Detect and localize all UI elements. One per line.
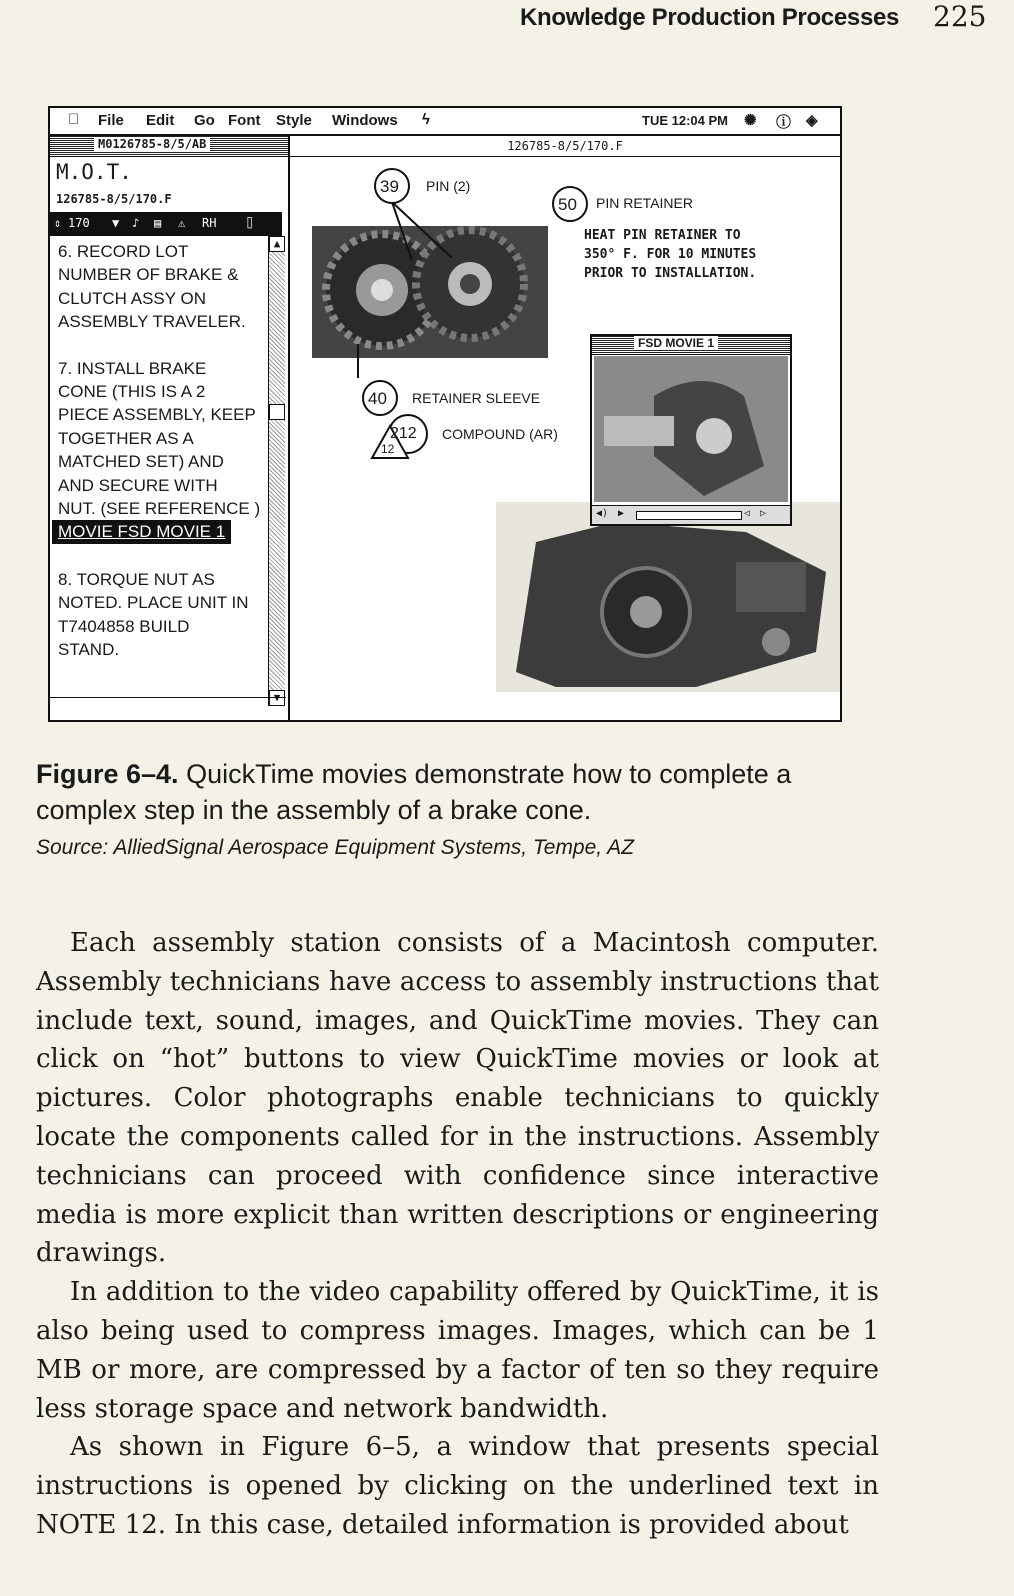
step-8: 8. TORQUE NUT AS NOTED. PLACE UNIT IN T7404858 BUILD STAND. — [58, 569, 249, 660]
camera-icon[interactable]: ⌷ — [246, 216, 254, 230]
menu-edit[interactable]: Edit — [146, 112, 175, 129]
step-6: 6. RECORD LOT NUMBER OF BRAKE & CLUTCH ASSY ON ASSEMBLY TRAVELER. — [58, 242, 246, 332]
callout-number-39: 39 — [380, 177, 399, 196]
step-back-icon[interactable]: ◁ — [744, 508, 751, 519]
callout-number-212: 212 — [390, 425, 417, 442]
brake-assembly-photo — [496, 502, 840, 692]
callout-number-50: 50 — [558, 195, 577, 214]
movie-window[interactable] — [590, 334, 792, 526]
figure-source: Source: AlliedSignal Aerospace Equipment Systems, Tempe, AZ — [36, 836, 635, 859]
page-number: 225 — [933, 0, 987, 33]
callout-number-12: 12 — [381, 442, 395, 456]
play-icon[interactable]: ▶ — [618, 508, 625, 519]
mot-subtitle: 126785-8/5/170.F — [56, 192, 172, 206]
warning-icon[interactable]: ⚠ — [178, 216, 186, 230]
figure-caption — [36, 756, 886, 828]
callout-label-212: COMPOUND (AR) — [442, 426, 558, 442]
menu-go[interactable]: Go — [194, 112, 215, 129]
menu-style[interactable]: Style — [276, 112, 312, 129]
document-icon[interactable]: ▤ — [154, 216, 162, 230]
diagram-window-title[interactable]: 126785-8/5/170.F — [290, 136, 840, 157]
volume-icon[interactable]: ◀) — [596, 508, 609, 519]
instruction-window-title: M0126785-8/5/AB — [94, 137, 210, 151]
paragraph: Each assembly station consists of a Macintosh computer. Assembly technicians have access to assembly instructions that include text, sound, images, and QuickTime movies. They can click on “hot” buttons to view QuickTime movies or look at pictures. Color photographs enable technicians to quickly locate the components called for in the instructions. Assembly technicians can proceed with confidence since interactive media is more explicit than written descriptions or engineering drawings. — [36, 928, 879, 1269]
movie-frame-graphic — [594, 356, 788, 502]
body-text — [36, 924, 879, 1545]
step-number[interactable]: 170 — [68, 216, 90, 230]
callout-label-50: PIN RETAINER — [596, 195, 693, 211]
brake-photo-graphic — [496, 502, 840, 692]
scroll-up-icon[interactable]: ▲ — [269, 236, 285, 252]
sound-icon[interactable]: ♪ — [132, 216, 140, 230]
callout-number-40: 40 — [368, 389, 387, 408]
step-forward-icon[interactable]: ▷ — [760, 508, 767, 519]
figure-caption-text: QuickTime movies demonstrate how to complete a complex step in the assembly of a brake cone. — [36, 759, 792, 825]
movie-link[interactable]: MOVIE FSD MOVIE 1 — [52, 520, 231, 543]
movie-window-title: FSD MOVIE 1 — [634, 336, 718, 350]
help-icon[interactable]: ⓘ — [776, 114, 792, 131]
step-7: 7. INSTALL BRAKE CONE (THIS IS A 2 PIECE ASSEMBLY, KEEP TOGETHER AS A MATCHED SET) AND AND SECURE WITH NUT. (SEE REFERENCE ) — [58, 358, 261, 519]
figure-label: Figure 6–4. — [36, 759, 179, 789]
running-head: Knowledge Production Processes — [520, 4, 900, 31]
menu-file[interactable]: File — [98, 112, 124, 129]
menu-font[interactable]: Font — [228, 112, 261, 129]
stepper-icon[interactable]: ⇕ — [54, 216, 62, 230]
movie-frame[interactable] — [594, 356, 788, 502]
heat-note: HEAT PIN RETAINER TO 350° F. FOR 10 MINUTES PRIOR TO INSTALLATION. — [584, 228, 757, 281]
menu-clock: TUE 12:04 PM — [642, 113, 728, 128]
movie-progress-bar[interactable] — [636, 511, 742, 520]
app-menu-icon[interactable]: ✺ — [744, 112, 757, 129]
dropdown-icon[interactable]: ▼ — [112, 216, 120, 230]
figure-screenshot — [48, 106, 842, 722]
callout-label-39: PIN (2) — [426, 178, 471, 194]
paragraph: In addition to the video capability offered by QuickTime, it is also being used to compress images. Images, which can be 1 MB or more, are compressed by a factor of ten so they require less storage space and network bandwidth. — [36, 1277, 879, 1424]
movie-controls — [592, 505, 790, 524]
application-icon[interactable]: ◈ — [806, 112, 818, 129]
paragraph: As shown in Figure 6–5, a window that presents special instructions is opened by clicking on the underlined text in NOTE 12. In this case, detailed information is provided about — [36, 1432, 879, 1540]
callout-label-40: RETAINER SLEEVE — [412, 390, 541, 406]
lightning-icon[interactable]: ϟ — [422, 111, 430, 128]
movie-window-titlebar[interactable] — [592, 336, 790, 355]
mot-title: M.O.T. — [56, 160, 132, 184]
scroll-down-icon[interactable]: ▼ — [269, 690, 285, 706]
rh-button[interactable]: RH — [202, 216, 217, 230]
menu-windows[interactable]: Windows — [332, 112, 398, 129]
